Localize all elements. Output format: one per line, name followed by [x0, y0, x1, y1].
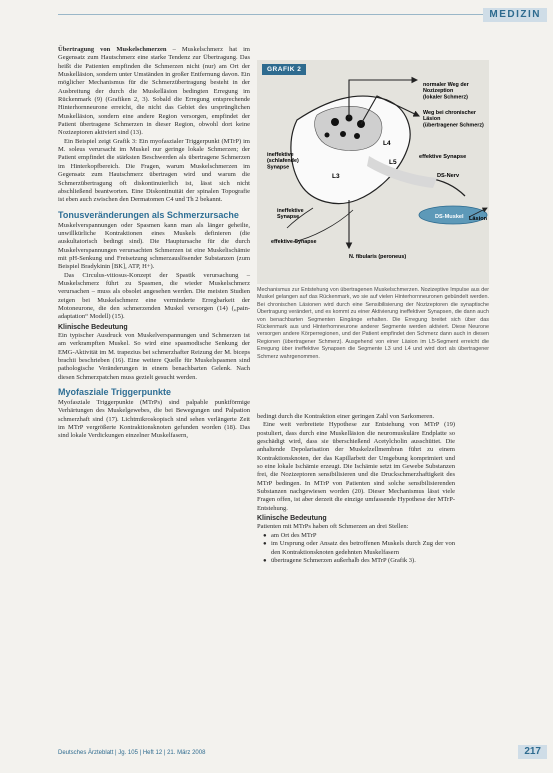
- paragraph-triggerpoints: Myofasziale Triggerpunkte (MTrPs) sind palpable punktförmige Verhärtungen des Muskelgewebes, die bei Bewegungen und Palpation schmerzhaft sind (17). Lichtmikroskopisch sind sehen verlängerte Zeit im MTrP vergrößerte Kontraktionsknoten gefunden worden (18). Das sind lokale Verdickungen einzelner Muskelfasern,: [58, 399, 250, 440]
- paragraph-clinical: Ein typischer Ausdruck von Muskelverspannungen und Schmerzen ist am verkrampften Muskel. So wird eine spasmodische Senkung der EMG-Aktivität im M. trapezius bei schmerzhafter Reizung der M. biceps brachii beschrieben (16). Eine weitere Quelle für Muskelspasmen sind pathologische Veränderungen in einem benachbarten Gelenk. Nach diesen Schmerzpatchen muss gezielt gesucht werden.: [58, 332, 250, 381]
- bullet-item: ● am Ort des MTrP: [265, 532, 455, 540]
- page-number: 217: [518, 745, 547, 759]
- label-fibularis: N. fibularis (peroneus): [349, 254, 407, 260]
- label-ds-muskel: DS-Muskel: [435, 214, 464, 220]
- label-l5: L5: [389, 159, 397, 166]
- footer-journal: Deutsches Ärzteblatt | Jg. 105 | Heft 12 | 21. März 2008: [58, 750, 206, 756]
- label-ineffective-left: ineffektive (schlafende) Synapse: [267, 152, 299, 171]
- label-normal-way: normaler Weg der Nozizeption (lokaler Schmerz): [423, 82, 469, 101]
- figure-caption: Mechanismus zur Entstehung von übertragenen Muskelschmerzen. Nozizeptive Impulse aus der Muskel gelangen auf das Rückenmark, wo sie auf vielen Hinterhornneuronen gebündelt werden. Bei chronischen Läsionen wird durch eine Sensibilisierung der Nozizeptoren die synaptische Übertragung verändert, und es kommt zu einer Aktivierung ineffektiver Synapsen, die dann auch von benachbarten Segmenten Eingänge erhalten. Die Erregung breitet sich über das Rückenmark aus und Hinterhornneurone anderer Segmente werden aktiviert. Diese Neurone versorgen andere Körperregionen, und der Patient empfindet den Schmerz dann auch in diesen Regionen (übertragener Schmerz). Ausgehend von einer Läsion im L5-Segment erreicht die Erregung über ineffektive Synapsen die Segmente L3 und L4 und wird dort als übertragener Schmerz wahrgenommen.: [257, 287, 489, 360]
- label-effective-bottom: effektive Synapse: [271, 239, 317, 245]
- dorsal-horn-shape: [315, 106, 382, 150]
- section-heading-tone: Tonusveränderungen als Schmerzursache: [58, 209, 239, 220]
- label-ds-nerv: DS-Nerv: [437, 173, 460, 179]
- section-tag: MEDIZIN: [483, 8, 547, 22]
- paragraph-body: – Muskelschmerz hat im Gegensatz zum Hautschmerz eine starke Tendenz zur Übertragung. Das heißt die Patienten empfinden die Schmerzen nicht (nur) am Ort der Muskelläsion, sondern unter Umständen in großer Entfernung davon. Ein möglicher Mechanismus für die Schmerzübertragung besteht in der Ausbreitung der durch die Muskelläsion bedingten Erregung im Rückenmark (9) (Grafiken 2, 3). Sobald die Erregung entsprechende Hinterhornneurone erreicht, die nicht das Gebiet des ursprünglichen Muskelläsion, sondern eine andere Region versorgen, empfindet der Patient übertragene Schmerzen in dieser Region, obwohl dort keine Nozizeptoren aktiviert sind (13).: [58, 46, 250, 137]
- paragraph-example: Ein Beispiel zeigt Grafik 3: Ein myofaszialer Triggerpunkt (MTrP) im M. soleus verursacht im Muskel nur geringe lokale Schmerzen; der Patient empfindet die stärksten Beschwerden als übertragene Schmerzen im Hinterkopfbereich. Die Fragen, warum Muskelschmerzen im Gegensatz zum Hautschmerz übertragen wird und warum die Schmerzübertragung oft diskontinuierlich ist, lässt sich nicht abschließend beantworten. Eine Diskontinuität der spinalen Topografie ist eben auch zwischen den Dermatomen C4 und Th 2 bekannt.: [58, 137, 250, 204]
- label-laesion: Läsion: [469, 216, 488, 222]
- header-rule: [58, 14, 493, 15]
- subheading-clinical-2: Klinische Bedeutung: [257, 515, 327, 523]
- bullet-item: ● übertragene Schmerzen außerhalb des MTrP (Grafik 3).: [265, 557, 455, 565]
- figure-diagram: [257, 60, 489, 284]
- bullet-item: ● im Ursprung oder Ansatz des betroffenen Muskels durch Zug der von den Kontraktionsknoten gedehnten Muskelfasern: [265, 540, 455, 557]
- run-in-title: Übertragung von Muskelschmerzen: [58, 46, 167, 53]
- section-heading-triggerpoints: Myofasziale Triggerpunkte: [58, 387, 172, 398]
- label-l3: L3: [332, 173, 340, 180]
- paragraph-three-sites: Patienten mit MTrPs haben oft Schmerzen an drei Stellen:: [257, 523, 409, 531]
- figure-tag: GRAFIK 2: [262, 64, 306, 75]
- page-header: [0, 0, 553, 22]
- effective-synapse-line: [293, 210, 353, 242]
- paragraph-spasm: Muskelverspannungen oder Spasmen kann man als länger geheilte, unwillkürliche Kontraktionen eines Muskels definieren (die auskultatorisch bedingt sind). Die Hauptursache für die durch Muskelverspannungen verursachten Schmerzen ist eine Muskelischämie mit pH-Senkung und Freisetzung schmerzauslösender Substanzen (zum Beispiel Bradykinin [BK], ATP, H+).: [58, 221, 250, 271]
- paragraph-referred-pain: [58, 46, 250, 138]
- bullet-list: [257, 532, 455, 565]
- paragraph-circulus: Das Circulus-vitiosus-Konzept der Spastik verursachung – Muskelschmerz führt zu Spasmen, die wieder Muskelschmerz verursachen – muss als obsolet angesehen werden. Die meisten Studien zeigen bei Muskelschmerz eine verminderte Erregbarkeit der Motoneurone, die den schmerzenden Muskel versorgen (14) („pain-adaptation“ Modell) (15).: [58, 271, 250, 321]
- paragraph-hypothesis: Eine weit verbreitete Hypothese zur Entstehung von MTrP (19) postuliert, dass durch eine Muskelläsion die neuromuskuläre Endplatte so geschädigt wird, dass sie überschießend Acetylcholin ausschüttet. Die anhaltende Depolarisation der Muskelzellmembran führt zu einem Kontraktionsknoten, der das Kapillarbett der Umgebung komprimiert und so eine lokale Ischämie erzeugt. Die Ischämie setzt im Gewebe Substanzen frei, die Nozizeptoren sensibilisieren und die Druckschmerzhaftigkeit des MTrP bedingen. In MTrP von Patienten sind solche sensibilisierenden Substanzen nachgewiesen worden (20). Dieser Mechanismus lässt viele Fragen offen, ist aber derzeit die einzige umfassende Hypothese der MTrP-Entstehung.: [257, 421, 455, 512]
- label-chronic-way: Weg bei chronischer Läsion (übertragener Schmerz): [423, 110, 484, 129]
- label-ineffective-bottom: ineffektive Synapse: [277, 208, 304, 221]
- paragraph-sarcomere: bedingt durch die Kontraktion einer geringen Zahl von Sarkomeren.: [257, 413, 435, 420]
- label-effective-right: effektive Synapse: [419, 154, 467, 160]
- left-column: [58, 46, 250, 441]
- label-l4: L4: [383, 140, 391, 147]
- right-column: [257, 413, 455, 565]
- subheading-clinical: Klinische Bedeutung: [58, 323, 128, 331]
